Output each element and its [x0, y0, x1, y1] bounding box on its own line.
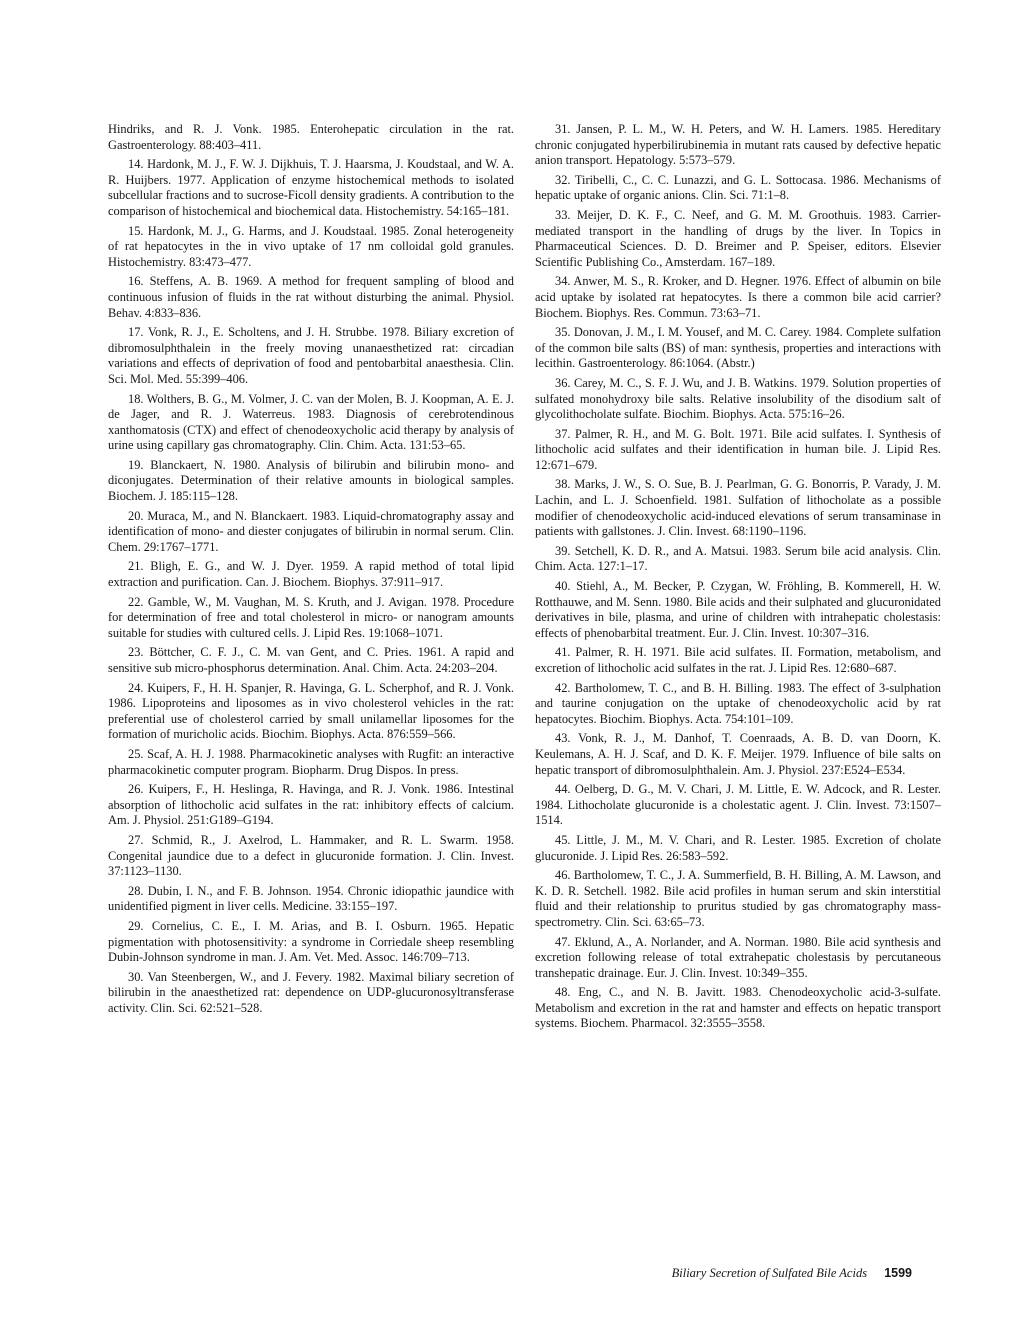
reference-item: 20. Muraca, M., and N. Blanckaert. 1983. Liquid-chromatography assay and identification of mono- and diester conjugates of bilirubin in normal serum. Clin. Chem. 29:1767–1771. — [108, 508, 514, 554]
reference-item: 37. Palmer, R. H., and M. G. Bolt. 1971. Bile acid sulfates. I. Synthesis of lithocholic acid sulfates and their identification in human bile. J. Lipid Res. 12:671–679. — [535, 426, 941, 472]
page-footer — [672, 1266, 912, 1281]
reference-item: 18. Wolthers, B. G., M. Volmer, J. C. van der Molen, B. J. Koopman, A. E. J. de Jager, and R. J. Waterreus. 1983. Diagnosis of cerebrotendinous xanthomatosis (CTX) and effect of chenodeoxycholic acid therapy by analysis of urine using capillary gas chromatography. Clin. Chim. Acta. 131:53–65. — [108, 391, 514, 453]
reference-item: 27. Schmid, R., J. Axelrod, L. Hammaker, and R. L. Swarm. 1958. Congenital jaundice due to a defect in glucuronide formation. J. Clin. Invest. 37:1123–1130. — [108, 832, 514, 879]
reference-item: 23. Böttcher, C. F. J., C. M. van Gent, and C. Pries. 1961. A rapid and sensitive sub micro-phosphorus determination. Anal. Chim. Acta. 24:203–204. — [108, 645, 514, 675]
reference-item: 42. Bartholomew, T. C., and B. H. Billing. 1983. The effect of 3-sulphation and taurine conjugation on the uptake of chenodeoxycholic acid by rat hepatocytes. Biochim. Biophys. Acta. 754:101–109. — [535, 680, 941, 726]
reference-item: 46. Bartholomew, T. C., J. A. Summerfield, B. H. Billing, A. M. Lawson, and K. D. R. Setchell. 1982. Bile acid profiles in human serum and skin interstitial fluid and their relationship to pruritus studied by gas chromatography mass-spectrometry. Clin. Sci. 63:65–73. — [535, 868, 941, 929]
reference-column-right — [535, 122, 941, 1036]
reference-item: 17. Vonk, R. J., E. Scholtens, and J. H. Strubbe. 1978. Biliary excretion of dibromosulphthalein in the freely moving unanaesthetized rat: circadian variations and effects of deprivation of food and pentobarbital anaesthesia. Clin. Sci. Mol. Med. 55:399–406. — [108, 325, 514, 386]
running-title: Biliary Secretion of Sulfated Bile Acids — [671, 1266, 868, 1280]
reference-item: Hindriks, and R. J. Vonk. 1985. Enterohepatic circulation in the rat. Gastroenterology. 88:403–411. — [108, 122, 514, 152]
reference-item: 40. Stiehl, A., M. Becker, P. Czygan, W. Fröhling, B. Kommerell, H. W. Rotthauwe, and M. Senn. 1980. Bile acids and their sulphated and glucuronidated derivatives in bile, plasma, and urine of children with intrahepatic cholestasis: effects of phenobarbital treatment. Eur. J. Clin. Invest. 10:307–316. — [535, 579, 941, 640]
reference-item: 21. Bligh, E. G., and W. J. Dyer. 1959. A rapid method of total lipid extraction and purification. Can. J. Biochem. Biophys. 37:911–917. — [108, 559, 514, 590]
page-number: 1599 — [884, 1266, 912, 1280]
reference-item: 48. Eng, C., and N. B. Javitt. 1983. Chenodeoxycholic acid-3-sulfate. Metabolism and excretion in the rat and hamster and effects on hepatic transport systems. Biochem. Pharmacol. 32:3555–3558. — [535, 985, 941, 1031]
reference-item: 28. Dubin, I. N., and F. B. Johnson. 1954. Chronic idiopathic jaundice with unidentified pigment in liver cells. Medicine. 33:155–197. — [108, 883, 514, 914]
reference-item: 36. Carey, M. C., S. F. J. Wu, and J. B. Watkins. 1979. Solution properties of sulfated monohydroxy bile salts. Relative insolubility of the disodium salt of glycolithocholate sulfate. Biochim. Biophys. Acta. 575:16–26. — [535, 375, 941, 422]
reference-item: 14. Hardonk, M. J., F. W. J. Dijkhuis, T. J. Haarsma, J. Koudstaal, and W. A. R. Huijbers. 1977. Application of enzyme histochemical methods to isolated subcellular fractions and to sucrose-Ficoll density gradients. A contribution to the comparison of histochemical and biochemical data. Histochemistry. 54:165–181. — [108, 157, 514, 218]
reference-item: 35. Donovan, J. M., I. M. Yousef, and M. C. Carey. 1984. Complete sulfation of the common bile salts (BS) of man: synthesis, properties and interactions with lecithin. Gastroenterology. 86:1064. (Abstr.) — [535, 325, 941, 371]
reference-item: 47. Eklund, A., A. Norlander, and A. Norman. 1980. Bile acid synthesis and excretion following release of total extrahepatic cholestasis by percutaneous transhepatic drainage. Eur. J. Clin. Invest. 10:349–355. — [535, 934, 941, 980]
reference-item: 32. Tiribelli, C., C. C. Lunazzi, and G. L. Sottocasa. 1986. Mechanisms of hepatic uptake of organic anions. Clin. Sci. 71:1–8. — [535, 172, 941, 203]
reference-item: 26. Kuipers, F., H. Heslinga, R. Havinga, and R. J. Vonk. 1986. Intestinal absorption of lithocholic acid sulfates in the rat: inhibitory effects of calcium. Am. J. Physiol. 251:G189–G194. — [108, 782, 514, 828]
reference-item: 29. Cornelius, C. E., I. M. Arias, and B. I. Osburn. 1965. Hepatic pigmentation with photosensitivity: a syndrome in Corriedale sheep resembling Dubin-Johnson syndrome in man. J. Am. Vet. Med. Assoc. 146:709–713. — [108, 918, 514, 965]
reference-item: 19. Blanckaert, N. 1980. Analysis of bilirubin and bilirubin mono- and diconjugates. Determination of their relative amounts in biological samples. Biochem. J. 185:115–128. — [108, 457, 514, 504]
reference-item: 38. Marks, J. W., S. O. Sue, B. J. Pearlman, G. G. Bonorris, P. Varady, J. M. Lachin, and L. J. Schoenfield. 1981. Sulfation of lithocholate as a possible modifier of chenodeoxycholic acid-induced elevations of serum transaminase in patients with gallstones. J. Clin. Invest. 68:1190–1196. — [535, 477, 941, 539]
reference-item: 25. Scaf, A. H. J. 1988. Pharmacokinetic analyses with Rugfit: an interactive pharmacokinetic computer program. Biopharm. Drug Dispos. In press. — [108, 746, 514, 777]
reference-item: 31. Jansen, P. L. M., W. H. Peters, and W. H. Lamers. 1985. Hereditary chronic conjugated hyperbilirubinemia in mutant rats caused by defective hepatic anion transport. Hepatology. 5:573–579. — [535, 122, 941, 168]
reference-item: 22. Gamble, W., M. Vaughan, M. S. Kruth, and J. Avigan. 1978. Procedure for determination of free and total cholesterol in micro- or nanogram amounts suitable for studies with cultured cells. J. Lipid Res. 19:1068–1071. — [108, 594, 514, 640]
reference-item: 44. Oelberg, D. G., M. V. Chari, J. M. Little, E. W. Adcock, and R. Lester. 1984. Lithocholate glucuronide is a cholestatic agent. J. Clin. Invest. 73:1507–1514. — [535, 782, 941, 828]
reference-item: 43. Vonk, R. J., M. Danhof, T. Coenraads, A. B. D. van Doorn, K. Keulemans, A. H. J. Scaf, and D. K. F. Meijer. 1979. Influence of bile salts on hepatic transport of dibromosulphthalein. Am. J. Physiol. 237:E524–E534. — [535, 731, 941, 777]
reference-item: 41. Palmer, R. H. 1971. Bile acid sulfates. II. Formation, metabolism, and excretion of lithocholic acid sulfates in the rat. J. Lipid Res. 12:680–687. — [535, 645, 941, 675]
reference-item: 24. Kuipers, F., H. H. Spanjer, R. Havinga, G. L. Scherphof, and R. J. Vonk. 1986. Lipoproteins and liposomes as in vivo cholesterol vehicles in the rat: preferential use of cholesterol carried by small unilamellar liposomes for the formation of muricholic acids. Biochim. Biophys. Acta. 876:559–566. — [108, 680, 514, 742]
reference-item: 34. Anwer, M. S., R. Kroker, and D. Hegner. 1976. Effect of albumin on bile acid uptake by isolated rat hepatocytes. Is there a common bile acid carrier? Biochem. Biophys. Res. Commun. 73:63–71. — [535, 274, 941, 320]
reference-column-left — [108, 122, 514, 1020]
reference-item: 30. Van Steenbergen, W., and J. Fevery. 1982. Maximal biliary secretion of bilirubin in the anaesthetized rat: dependence on UDP-glucuronosyltransferase activity. Clin. Sci. 62:521–528. — [108, 969, 514, 1015]
reference-item: 39. Setchell, K. D. R., and A. Matsui. 1983. Serum bile acid analysis. Clin. Chim. Acta. 127:1–17. — [535, 543, 941, 574]
reference-item: 15. Hardonk, M. J., G. Harms, and J. Koudstaal. 1985. Zonal heterogeneity of rat hepatocytes in the in vivo uptake of 17 nm colloidal gold granules. Histochemistry. 83:473–477. — [108, 223, 514, 269]
reference-item: 16. Steffens, A. B. 1969. A method for frequent sampling of blood and continuous infusion of fluids in the rat without disturbing the animal. Physiol. Behav. 4:833–836. — [108, 274, 514, 320]
reference-item: 33. Meijer, D. K. F., C. Neef, and G. M. M. Groothuis. 1983. Carrier-mediated transport in the handling of drugs by the liver. In Topics in Pharmaceutical Sciences. D. D. Breimer and P. Speiser, editors. Elsevier Scientific Publishing Co., Amsterdam. 167–189. — [535, 207, 941, 269]
reference-item: 45. Little, J. M., M. V. Chari, and R. Lester. 1985. Excretion of cholate glucuronide. J. Lipid Res. 26:583–592. — [535, 832, 941, 863]
